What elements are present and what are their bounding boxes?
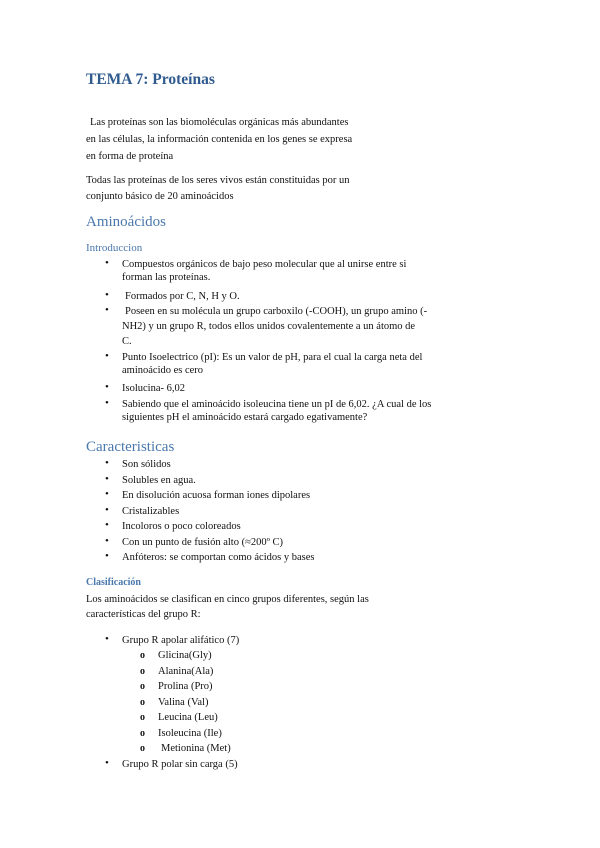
list-item: • En disolución acuosa forman iones dipolares — [105, 488, 311, 501]
sub-list-item: o Leucina (Leu) — [140, 712, 218, 723]
sub-list-item: o Glicina(Gly) — [140, 650, 212, 661]
intro2-line-2: conjunto básico de 20 aminoácidos — [86, 191, 234, 202]
sub-bullet-icon: o — [140, 743, 145, 754]
bullet-icon: • — [105, 504, 109, 516]
list-item: • Sabiendo que el aminoácido isoleucina tiene un pI de 6,02. ¿A cual de los siguientes pH el aminoácido estará cargado egativamente? — [105, 397, 432, 423]
list-item: • Cristalizables — [105, 504, 180, 517]
sub-list-item: o Isoleucina (Ile) — [140, 728, 222, 739]
bullet-icon: • — [105, 397, 109, 409]
list-item: • Son sólidos — [105, 457, 171, 470]
list-item: • Isolucina- 6,02 — [105, 381, 185, 394]
sub-bullet-icon: o — [140, 650, 145, 661]
heading-caracteristicas: Caracteristicas — [86, 439, 175, 455]
sub-bullet-icon: o — [140, 666, 145, 677]
list-item: • Grupo R polar sin carga (5) — [105, 757, 238, 770]
clasificacion-text-2: características del grupo R: — [86, 609, 201, 620]
list-item: • Solubles en agua. — [105, 473, 196, 486]
bullet-icon: • — [105, 519, 109, 531]
bullet-icon: • — [105, 473, 109, 485]
intro2-line-1: Todas las proteínas de los seres vivos están constituidas por un — [86, 175, 350, 186]
bullet-icon: • — [105, 350, 109, 362]
sub-bullet-icon: o — [140, 712, 145, 723]
bullet-icon: • — [105, 550, 109, 562]
page-title: TEMA 7: Proteínas — [86, 71, 215, 88]
list-item: • Compuestos orgánicos de bajo peso molecular que al unirse entre si forman las proteínas. — [105, 257, 407, 283]
bullet-icon: • — [105, 633, 109, 645]
bullet-icon: • — [105, 535, 109, 547]
sub-list-item: o Alanina(Ala) — [140, 666, 214, 677]
sub-list-item: o Prolina (Pro) — [140, 681, 213, 692]
bullet-icon: • — [105, 304, 109, 316]
list-item: • Punto Isoelectrico (pI): Es un valor de pH, para el cual la carga neta del aminoácido es cero — [105, 350, 423, 376]
list-item: • Incoloros o poco coloreados — [105, 519, 241, 532]
sub-bullet-icon: o — [140, 728, 145, 739]
sub-bullet-icon: o — [140, 681, 145, 692]
intro-line-2: en las células, la información contenida en los genes se expresa — [86, 134, 353, 145]
intro-line-1: Las proteínas son las biomoléculas orgánicas más abundantes — [90, 117, 349, 128]
bullet-icon: • — [105, 257, 109, 269]
bullet-icon: • — [105, 488, 109, 500]
list-item: • Grupo R apolar alifático (7) — [105, 633, 240, 646]
list-item: • Poseen en su molécula un grupo carboxilo (-COOH), un grupo amino (- NH2) y un grupo R, todos ellos unidos covalentemente a un átomo de C. — [105, 304, 428, 347]
bullet-icon: • — [105, 381, 109, 393]
intro-line-3: en forma de proteína — [86, 151, 174, 162]
bullet-icon: • — [105, 757, 109, 769]
bullet-icon: • — [105, 289, 109, 301]
bullet-icon: • — [105, 457, 109, 469]
heading-aminoacidos: Aminoácidos — [86, 214, 166, 230]
heading-clasificacion: Clasificación — [86, 577, 141, 588]
sub-bullet-icon: o — [140, 697, 145, 708]
list-item: • Con un punto de fusión alto (≈200º C) — [105, 535, 283, 548]
heading-introduccion: Introduccion — [86, 242, 143, 254]
sub-list-item: o Metionina (Met) — [140, 743, 231, 754]
sub-list-item: o Valina (Val) — [140, 697, 209, 708]
list-item: • Formados por C, N, H y O. — [105, 289, 240, 302]
clasificacion-text-1: Los aminoácidos se clasifican en cinco grupos diferentes, según las — [86, 594, 369, 605]
list-item: • Anfóteros: se comportan como ácidos y bases — [105, 550, 315, 563]
